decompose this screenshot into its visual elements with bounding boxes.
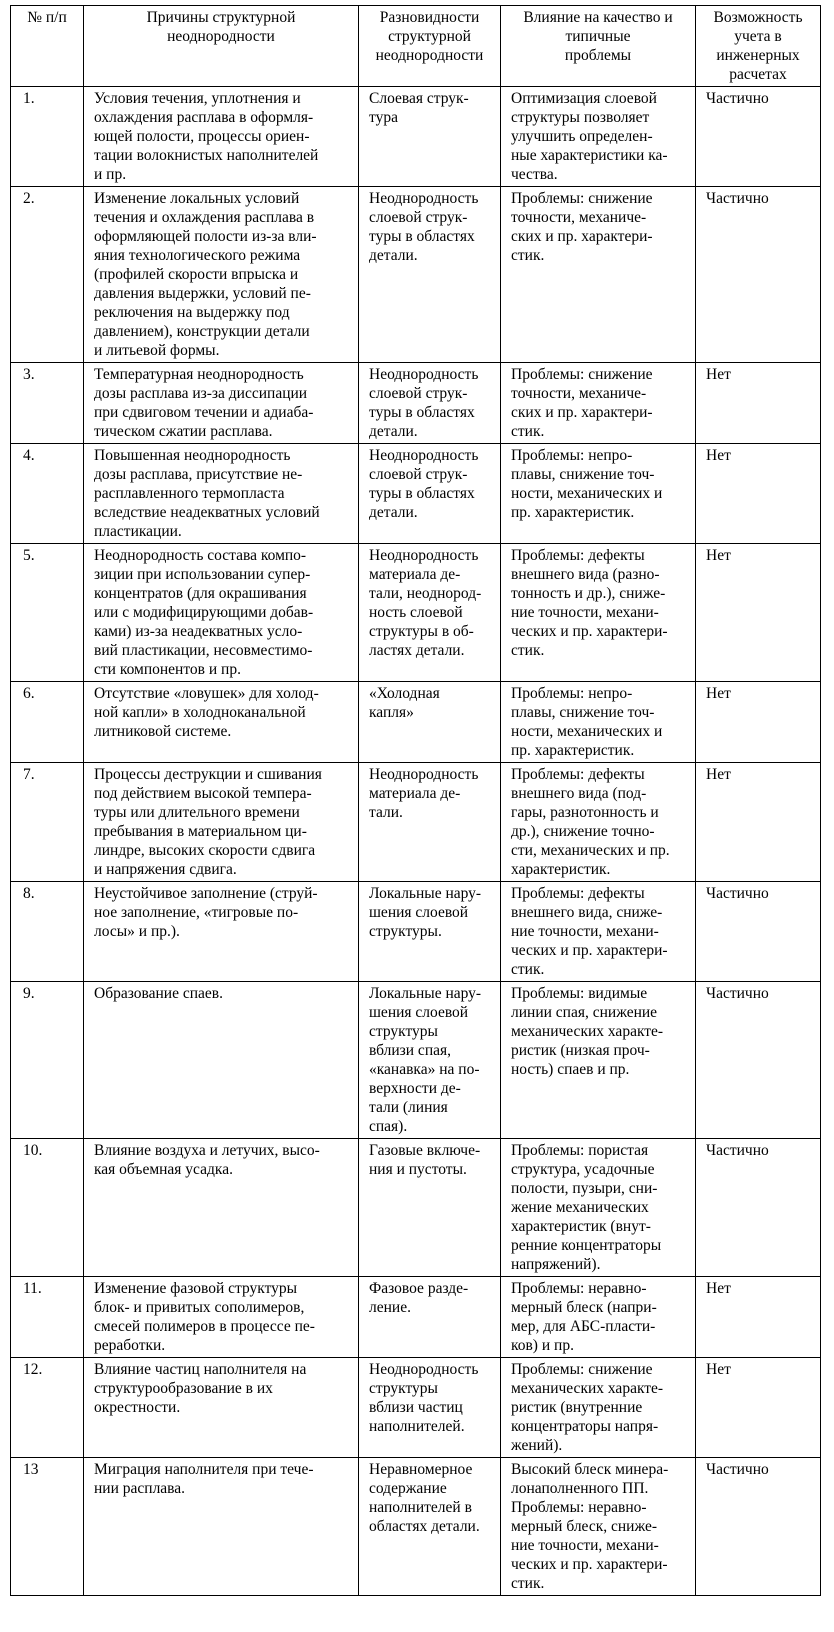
cell-num: 9.: [11, 982, 84, 1139]
cell-cause: Отсутствие «ловушек» для холод- ной капли» в холодноканальной литниковой системе.: [84, 682, 359, 763]
cell-account: Частично: [696, 882, 821, 982]
cell-type: Неоднородность слоевой струк- туры в областях детали.: [359, 444, 501, 544]
cell-num: 13: [11, 1458, 84, 1596]
cell-type: Неоднородность слоевой струк- туры в областях детали.: [359, 187, 501, 363]
cell-type: Слоевая струк- тура: [359, 87, 501, 187]
cell-influence: Высокий блеск минера- лонаполненного ПП. Проблемы: неравно- мерный блеск, сниже- ние точности, механи- ческих и пр. характери- стик.: [501, 1458, 696, 1596]
cell-account: Частично: [696, 1458, 821, 1596]
table-row: [11, 187, 821, 363]
cell-type: «Холодная капля»: [359, 682, 501, 763]
cell-influence: Проблемы: неравно- мерный блеск (напри- мер, для АБС-пласти- ков) и пр.: [501, 1277, 696, 1358]
cell-cause: Неустойчивое заполнение (струй- ное заполнение, «тигровые по- лосы» и пр.).: [84, 882, 359, 982]
cell-type: Локальные нару- шения слоевой структуры.: [359, 882, 501, 982]
header-num: № п/п: [11, 6, 84, 87]
table-row: [11, 87, 821, 187]
cell-cause: Образование спаев.: [84, 982, 359, 1139]
cell-account: Нет: [696, 544, 821, 682]
table-row: [11, 982, 821, 1139]
table-row: [11, 682, 821, 763]
cell-num: 7.: [11, 763, 84, 882]
cell-num: 3.: [11, 363, 84, 444]
cell-cause: Влияние воздуха и летучих, высо- кая объемная усадка.: [84, 1139, 359, 1277]
table-row: [11, 544, 821, 682]
cell-type: Неоднородность структуры вблизи частиц наполнителей.: [359, 1358, 501, 1458]
cell-influence: Проблемы: дефекты внешнего вида (под- гары, разнотонность и др.), снижение точно- сти, механических и пр. характеристик.: [501, 763, 696, 882]
header-cause: Причины структурной неоднородности: [84, 6, 359, 87]
cell-account: Частично: [696, 982, 821, 1139]
cell-type: Локальные нару- шения слоевой структуры вблизи спая, «канавка» на по- верхности де- тали (линия спая).: [359, 982, 501, 1139]
cell-influence: Проблемы: пористая структура, усадочные полости, пузыри, сни- жение механических характеристик (внут- ренние концентраторы напряжений).: [501, 1139, 696, 1277]
cell-account: Нет: [696, 444, 821, 544]
cell-account: Нет: [696, 682, 821, 763]
table-body: [11, 87, 821, 1596]
cell-num: 12.: [11, 1358, 84, 1458]
table-header: [11, 6, 821, 87]
cell-influence: Проблемы: видимые линии спая, снижение механических характе- ристик (низкая проч- ность) спаев и пр.: [501, 982, 696, 1139]
cell-influence: Проблемы: снижение точности, механиче- ских и пр. характери- стик.: [501, 187, 696, 363]
cell-num: 6.: [11, 682, 84, 763]
cell-account: Нет: [696, 1358, 821, 1458]
cell-account: Нет: [696, 1277, 821, 1358]
cell-influence: Оптимизация слоевой структуры позволяет улучшить определен- ные характеристики ка- чества.: [501, 87, 696, 187]
header-type: Разновидности структурной неоднородности: [359, 6, 501, 87]
cell-account: Частично: [696, 87, 821, 187]
cell-influence: Проблемы: дефекты внешнего вида (разно- тонность и др.), сниже- ние точности, механи- ческих и пр. характери- стик.: [501, 544, 696, 682]
cell-cause: Миграция наполнителя при тече- нии расплава.: [84, 1458, 359, 1596]
cell-num: 4.: [11, 444, 84, 544]
cell-num: 5.: [11, 544, 84, 682]
cell-account: Нет: [696, 363, 821, 444]
table-row: [11, 1139, 821, 1277]
cell-num: 2.: [11, 187, 84, 363]
table-row: [11, 1277, 821, 1358]
cell-cause: Изменение локальных условий течения и охлаждения расплава в оформляющей полости из-за вли- яния технологического режима (профилей скорости впрыска и давления выдержки, условий пе- реключения на выдержку под давлением), конструкции детали и литьевой формы.: [84, 187, 359, 363]
structural-heterogeneity-table: [10, 5, 821, 1596]
cell-cause: Изменение фазовой структуры блок- и привитых сополимеров, смесей полимеров в процессе пе- реработки.: [84, 1277, 359, 1358]
cell-cause: Повышенная неоднородность дозы расплава, присутствие не- расплавленного термопласта вследствие неадекватных условий пластикации.: [84, 444, 359, 544]
cell-num: 1.: [11, 87, 84, 187]
table-row: [11, 1458, 821, 1596]
cell-type: Газовые включе- ния и пустоты.: [359, 1139, 501, 1277]
table-row: [11, 363, 821, 444]
cell-account: Нет: [696, 763, 821, 882]
header-account: Возможность учета в инженерных расчетах: [696, 6, 821, 87]
cell-type: Неравномерное содержание наполнителей в областях детали.: [359, 1458, 501, 1596]
cell-type: Неоднородность материала де- тали.: [359, 763, 501, 882]
table-row: [11, 1358, 821, 1458]
cell-type: Неоднородность слоевой струк- туры в областях детали.: [359, 363, 501, 444]
cell-num: 8.: [11, 882, 84, 982]
header-row: [11, 6, 821, 87]
cell-account: Частично: [696, 1139, 821, 1277]
cell-type: Фазовое разде- ление.: [359, 1277, 501, 1358]
header-influence: Влияние на качество и типичные проблемы: [501, 6, 696, 87]
cell-cause: Влияние частиц наполнителя на структурообразование в их окрестности.: [84, 1358, 359, 1458]
cell-num: 10.: [11, 1139, 84, 1277]
table-row: [11, 882, 821, 982]
cell-account: Частично: [696, 187, 821, 363]
cell-influence: Проблемы: снижение точности, механиче- ских и пр. характери- стик.: [501, 363, 696, 444]
cell-cause: Неоднородность состава компо- зиции при использовании супер- концентратов (для окрашивания или с модифицирующими добав- ками) из-за неадекватных усло- вий пластикации, несовместимо- сти компонентов и пр.: [84, 544, 359, 682]
cell-influence: Проблемы: снижение механических характе- ристик (внутренние концентраторы напря- жений).: [501, 1358, 696, 1458]
cell-cause: Процессы деструкции и сшивания под действием высокой темпера- туры или длительного времени пребывания в материальном ци- линдре, высоких скорости сдвига и напряжения сдвига.: [84, 763, 359, 882]
cell-influence: Проблемы: непро- плавы, снижение точ- ности, механических и пр. характеристик.: [501, 444, 696, 544]
cell-influence: Проблемы: дефекты внешнего вида, сниже- ние точности, механи- ческих и пр. характери- стик.: [501, 882, 696, 982]
table-row: [11, 763, 821, 882]
cell-influence: Проблемы: непро- плавы, снижение точ- ности, механических и пр. характеристик.: [501, 682, 696, 763]
cell-cause: Температурная неоднородность дозы расплава из-за диссипации при сдвиговом течении и адиаба- тическом сжатии расплава.: [84, 363, 359, 444]
cell-num: 11.: [11, 1277, 84, 1358]
cell-type: Неоднородность материала де- тали, неоднород- ность слоевой структуры в об- ластях детали.: [359, 544, 501, 682]
table-row: [11, 444, 821, 544]
cell-cause: Условия течения, уплотнения и охлаждения расплава в оформля- ющей полости, процессы ориен- тации волокнистых наполнителей и пр.: [84, 87, 359, 187]
